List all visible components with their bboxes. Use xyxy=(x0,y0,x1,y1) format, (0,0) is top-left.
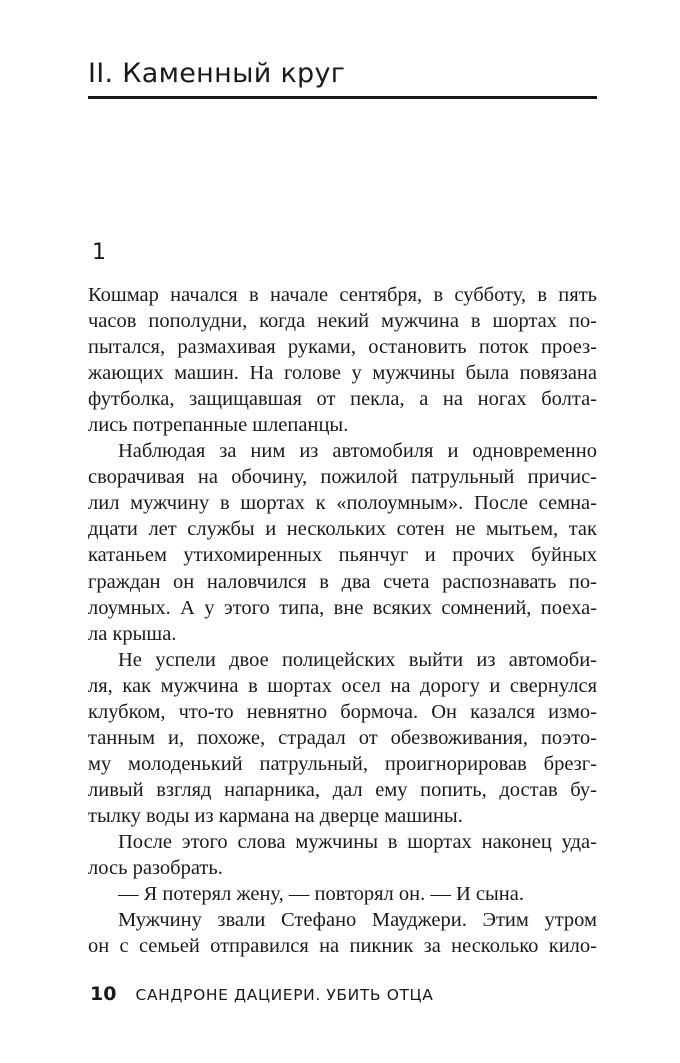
text-line: ля, как мужчина в шортах осел на дорогу и свернулся xyxy=(88,674,597,697)
text-line: часов пополудни, когда некий мужчина в шортах по- xyxy=(88,310,597,333)
text-line: Не успели двое полицейских выйти из автомоби- xyxy=(118,648,597,671)
section-number: 1 xyxy=(92,240,106,265)
text-line: — Я потерял жену, — повторял он. — И сына. xyxy=(118,883,524,906)
chapter-rule xyxy=(88,96,597,99)
text-line: клубком, что-то невнятно бормоча. Он казался измо- xyxy=(88,700,597,723)
text-line: пытался, размахивая руками, остановить поток проез- xyxy=(88,336,597,359)
body-text xyxy=(88,282,597,959)
text-line: лось разобрать. xyxy=(88,857,223,880)
running-head: САНДРОНЕ ДАЦИЕРИ. УБИТЬ ОТЦА xyxy=(135,986,434,1004)
text-line: граждан он наловчился в два счета распознавать по- xyxy=(88,570,597,593)
text-line: ливый взгляд напарника, дал ему попить, достав бу- xyxy=(88,778,597,801)
text-line: он с семьей отправился на пикник за несколько кило- xyxy=(88,935,597,958)
text-line: му молоденький патрульный, проигнорировав брезг- xyxy=(88,752,597,775)
text-line: лись потрепанные шлепанцы. xyxy=(88,414,349,437)
text-line: Наблюдая за ним из автомобиля и одновременно xyxy=(118,440,597,463)
text-line: После этого слова мужчины в шортах наконец уда- xyxy=(118,830,597,853)
text-line: танным и, похоже, страдал от обезвоживания, поэто- xyxy=(88,726,597,749)
text-line: ла крыша. xyxy=(88,622,177,645)
text-line: сворачивая на обочину, пожилой патрульный причис- xyxy=(88,466,597,489)
text-line: Мужчину звали Стефано Мауджери. Этим утром xyxy=(118,909,597,932)
text-line: катаньем утихомиренных пьянчуг и прочих буйных xyxy=(88,544,597,567)
page-number: 10 xyxy=(90,983,117,1005)
page-footer xyxy=(90,983,433,1005)
text-line: лил мужчину в шортах к «полоумным». После семна- xyxy=(88,492,597,515)
text-line: дцати лет службы и нескольких сотен не мытьем, так xyxy=(88,518,597,541)
text-line: футболка, защищавшая от пекла, а на ногах болта- xyxy=(88,388,597,411)
chapter-title: II. Каменный круг xyxy=(88,58,346,89)
text-line: Кошмар начался в начале сентября, в субботу, в пять xyxy=(88,284,597,306)
text-line: жающих машин. На голове у мужчины была повязана xyxy=(88,362,597,385)
text-line: лоумных. А у этого типа, вне всяких сомнений, поеха- xyxy=(88,596,597,619)
text-line: тылку воды из кармана на дверце машины. xyxy=(88,804,463,827)
